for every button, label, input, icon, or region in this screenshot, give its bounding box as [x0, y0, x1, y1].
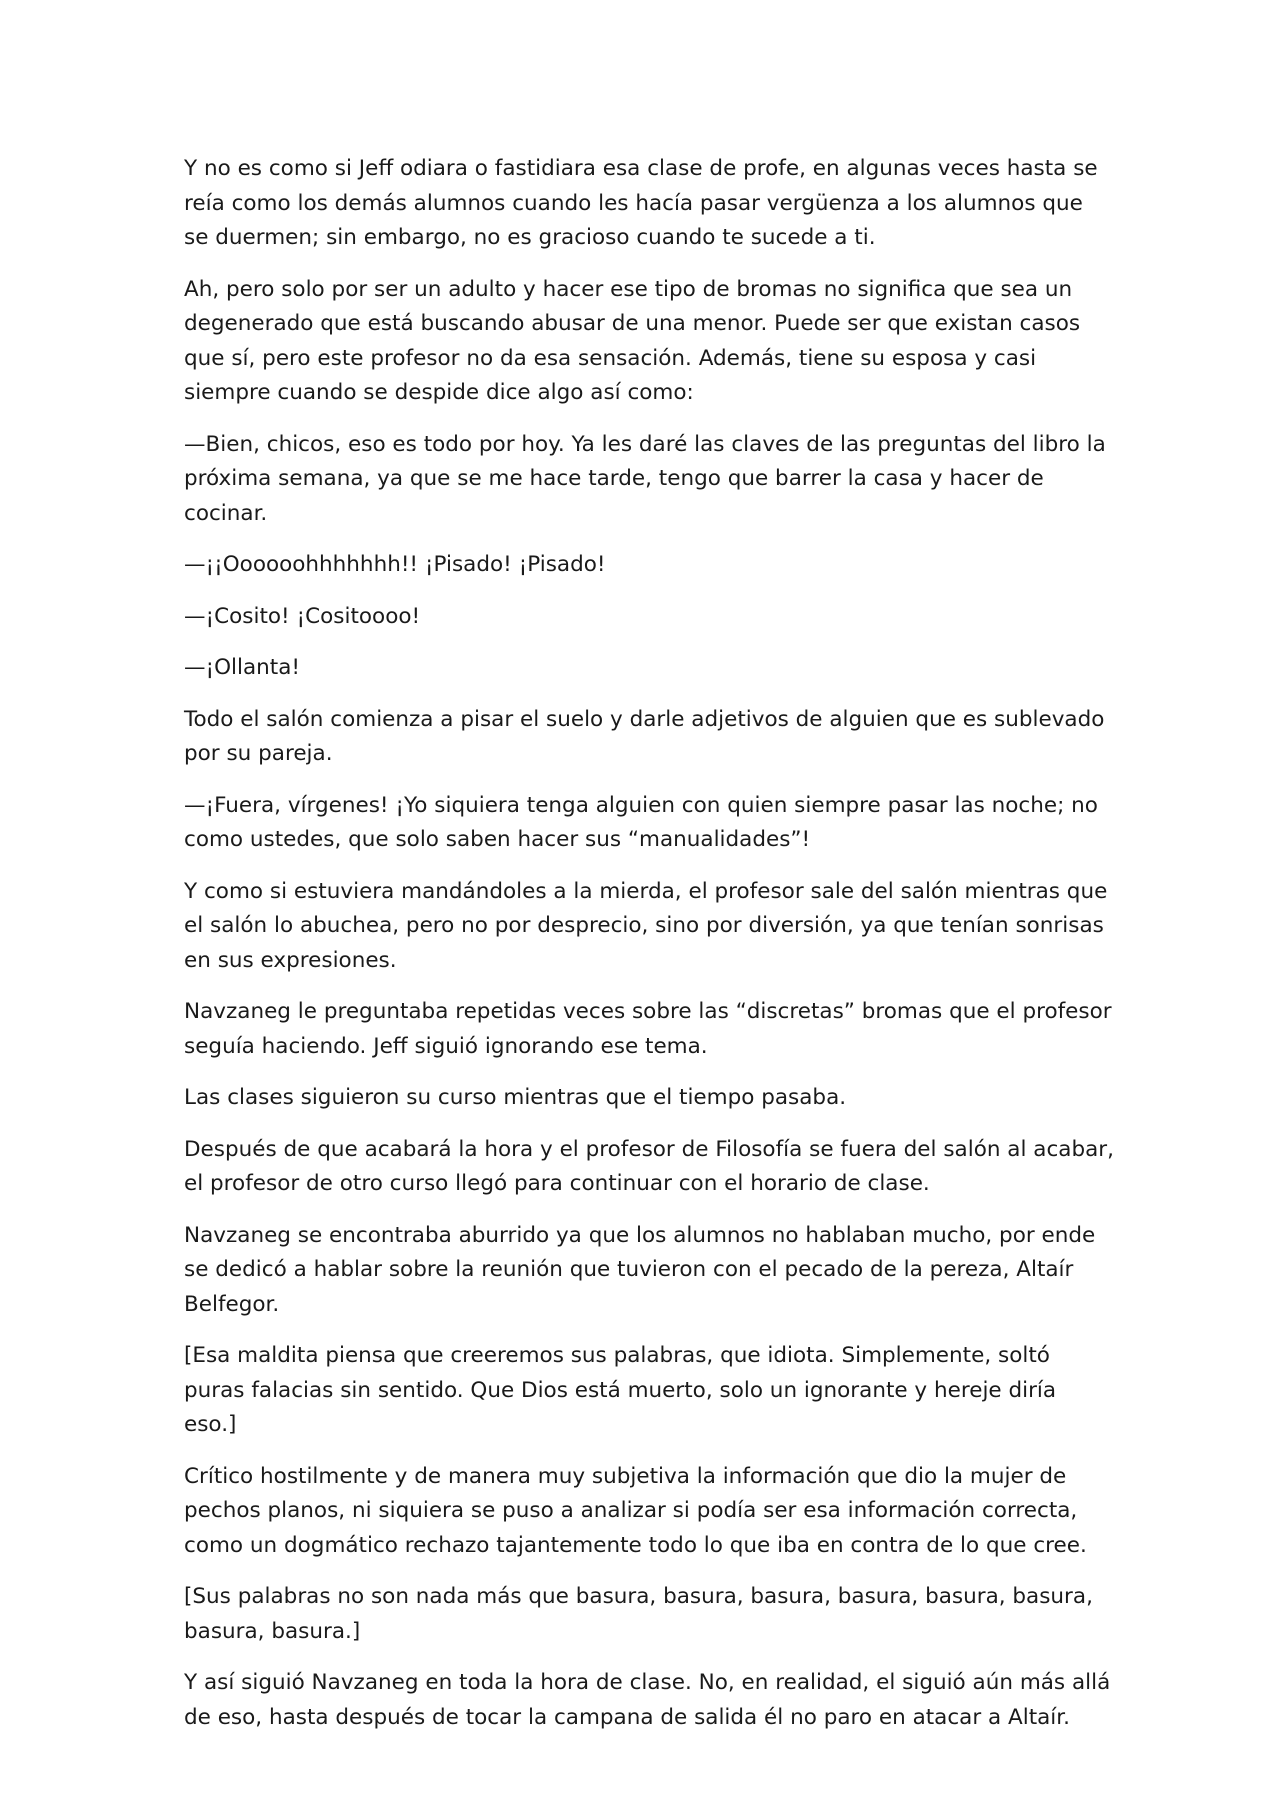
paragraph: Después de que acabará la hora y el profesor de Filosofía se fuera del salón al acabar, el profesor de otro curso llegó para continuar con el horario de clase.: [184, 1136, 1114, 1196]
paragraph: Navzaneg le preguntaba repetidas veces sobre las “discretas” bromas que el profesor seguía haciendo. Jeff siguió ignorando ese tema.: [184, 999, 1112, 1059]
paragraph: Navzaneg se encontraba aburrido ya que los alumnos no hablaban mucho, por ende se dedicó a hablar sobre la reunión que tuvieron con el pecado de la pereza, Altaír Belfegor.: [184, 1222, 1096, 1317]
thought-line: [Esa maldita piensa que creeremos sus palabras, que idiota. Simplemente, soltó puras falacias sin sentido. Que Dios está muerto, solo un ignorante y hereje diría eso.]: [184, 1343, 1057, 1437]
dialogue-line: —¡Ollanta!: [184, 655, 301, 680]
paragraph: Las clases siguieron su curso mientras que el tiempo pasaba.: [184, 1085, 847, 1110]
document-body: [184, 152, 1114, 1752]
paragraph: —Bien, chicos, eso es todo por hoy. Ya les daré las claves de las preguntas del libro la próxima semana, ya que se me hace tarde, tengo que barrer la casa y hacer de cocinar.: [184, 431, 1106, 526]
paragraph: Todo el salón comienza a pisar el suelo y darle adjetivos de alguien que es sublevado por su pareja.: [184, 706, 1105, 766]
paragraph: Y así siguió Navzaneg en toda la hora de clase. No, en realidad, el siguió aún más allá de eso, hasta después de tocar la campana de salida él no paro en atacar a Altaír.: [184, 1670, 1111, 1730]
paragraph: Y como si estuviera mandándoles a la mierda, el profesor sale del salón mientras que el salón lo abuchea, pero no por desprecio, sino por diversión, ya que tenían sonrisas en sus expresiones.: [184, 878, 1108, 973]
thought-line: [Sus palabras no son nada más que basura, basura, basura, basura, basura, basura, basura, basura.]: [184, 1584, 1093, 1644]
dialogue-line: —¡Cosito! ¡Cositoooo!: [184, 603, 421, 629]
paragraph: Ah, pero solo por ser un adulto y hacer ese tipo de bromas no significa que sea un degenerado que está buscando abusar de una menor. Puede ser que existan casos que sí, pero este profesor no da esa sensación. Además, tiene su esposa y casi siempre cuando se despide dice algo así como:: [184, 276, 1081, 405]
dialogue-line: —¡¡Oooooohhhhhhh!! ¡Pisado! ¡Pisado!: [184, 552, 606, 577]
paragraph: Y no es como si Jeff odiara o fastidiara esa clase de profe, en algunas veces hasta se reía como los demás alumnos cuando les hacía pasar vergüenza a los alumnos que se duermen; sin embargo, no es gracioso cuando te sucede a ti.: [184, 156, 1098, 250]
paragraph: Crítico hostilmente y de manera muy subjetiva la información que dio la mujer de pechos planos, ni siquiera se puso a analizar si podía ser esa información correcta, como un dogmático rechazo tajantemente todo lo que iba en contra de lo que cree.: [184, 1463, 1087, 1558]
dialogue-line: —¡Fuera, vírgenes! ¡Yo siquiera tenga alguien con quien siempre pasar las noche; no como ustedes, que solo saben hacer sus “manualidades”!: [184, 792, 1098, 852]
